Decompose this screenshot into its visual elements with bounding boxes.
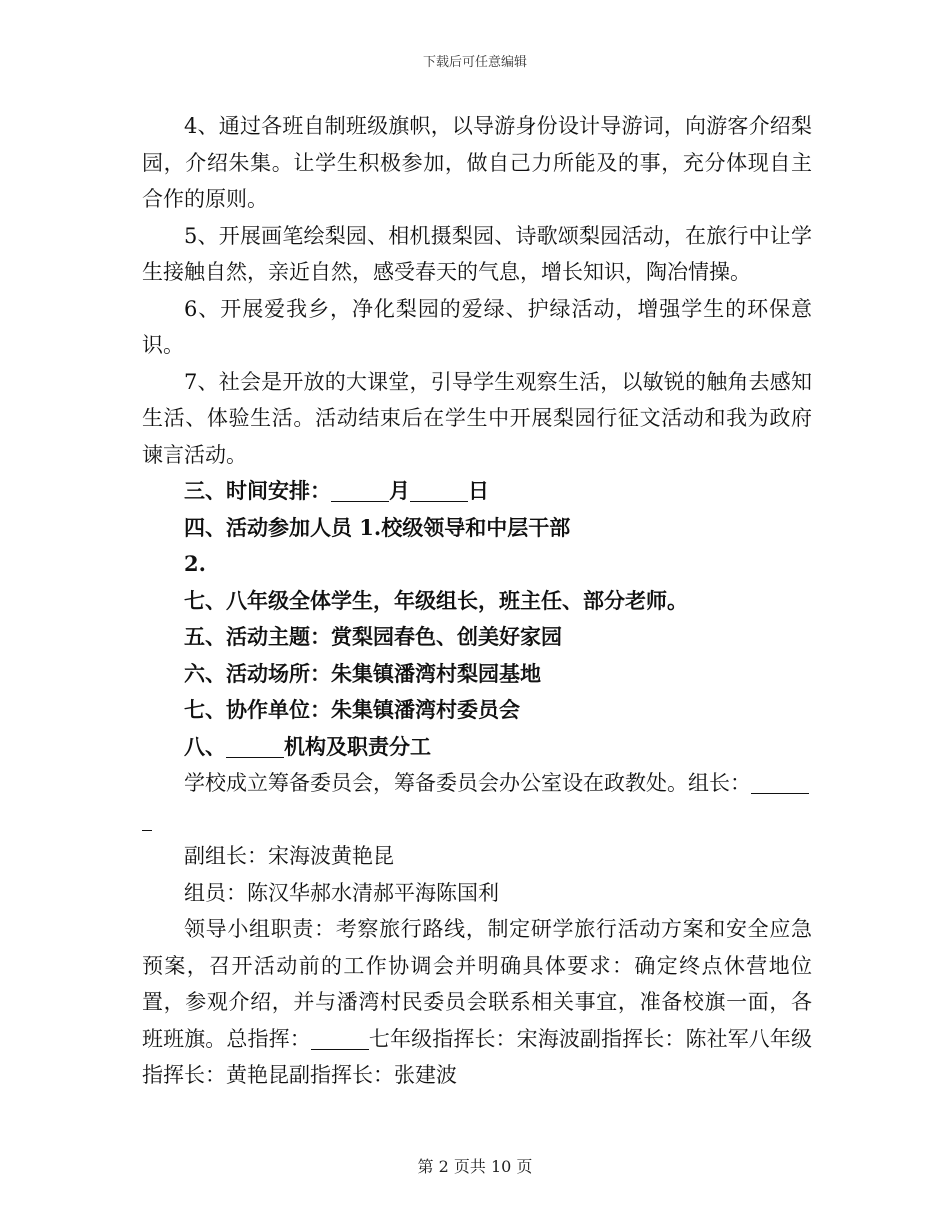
document-body bbox=[142, 108, 812, 1094]
activity-theme: 五、活动主题：赏梨园春色、创美好家园 bbox=[184, 624, 562, 649]
paragraph-4: 4、通过各班自制班级旗帜，以导游身份设计导游词，向游客介绍梨园，介绍朱集。让学生积极参加，做自己力所能及的事，充分体现自主合作的原则。 bbox=[142, 114, 812, 211]
time-schedule: 三、时间安排： 月 日 bbox=[184, 478, 489, 503]
fill-blank-day bbox=[410, 479, 468, 502]
participants-grade: 七、八年级全体学生，年级组长，班主任、部分老师。 bbox=[184, 587, 688, 613]
page-header: 下载后可任意编辑 bbox=[422, 55, 527, 70]
fill-blank-commander bbox=[311, 1027, 369, 1050]
activity-venue: 六、活动场所：朱集镇潘湾村梨园基地 bbox=[184, 660, 541, 686]
fill-blank-org bbox=[226, 735, 284, 758]
page-footer: 第 2 页共 10 页 bbox=[417, 1157, 533, 1176]
participants-item-2: 2. bbox=[184, 551, 206, 576]
paragraph-6: 6、开展爱我乡，净化梨园的爱绿、护绿活动，增强学生的环保意识。 bbox=[142, 296, 812, 357]
paragraph-7: 7、社会是开放的大课堂，引导学生观察生活，以敏锐的触角去感知生活、体验生活。活动结束后在学生中开展梨园行征文活动和我为政府谏言活动。 bbox=[142, 369, 812, 467]
team-members: 组员：陈汉华郝水清郝平海陈国利 bbox=[184, 880, 499, 905]
fill-blank-month bbox=[331, 479, 389, 502]
participants-heading: 四、活动参加人员 1.校级领导和中层干部 bbox=[184, 514, 571, 540]
committee-paragraph: 学校成立筹备委员会，筹备委员会办公室设在政教处。组长： bbox=[142, 765, 812, 802]
paragraph-5: 5、开展画笔绘梨园、相机摄梨园、诗歌颂梨园活动，在旅行中让学生接触自然，亲近自然，感受春天的气息，增长知识，陶冶情操。 bbox=[142, 223, 812, 284]
fill-blank-leader-tail bbox=[142, 808, 152, 831]
leadership-duties: 领导小组职责：考察旅行路线，制定研学旅行活动方案和安全应急预案，召开活动前的工作协调会并明确具体要求：确定终点休营地位置，参观介绍，并与潘湾村民委员会联系相关事宜，准备校旗一面，各班班旗。总指挥： 七年级指挥长：宋海波副指挥长：陈社军八年级指挥长：黄艳昆副指挥长：张建波 bbox=[142, 917, 812, 1087]
cooperating-unit: 七、协作单位：朱集镇潘湾村委员会 bbox=[184, 697, 520, 722]
vice-leaders: 副组长：宋海波黄艳昆 bbox=[184, 844, 394, 868]
leader-blank-continuation bbox=[142, 802, 812, 839]
fill-blank-leader bbox=[751, 771, 809, 794]
organization-heading: 八、 机构及职责分工 bbox=[184, 733, 431, 759]
